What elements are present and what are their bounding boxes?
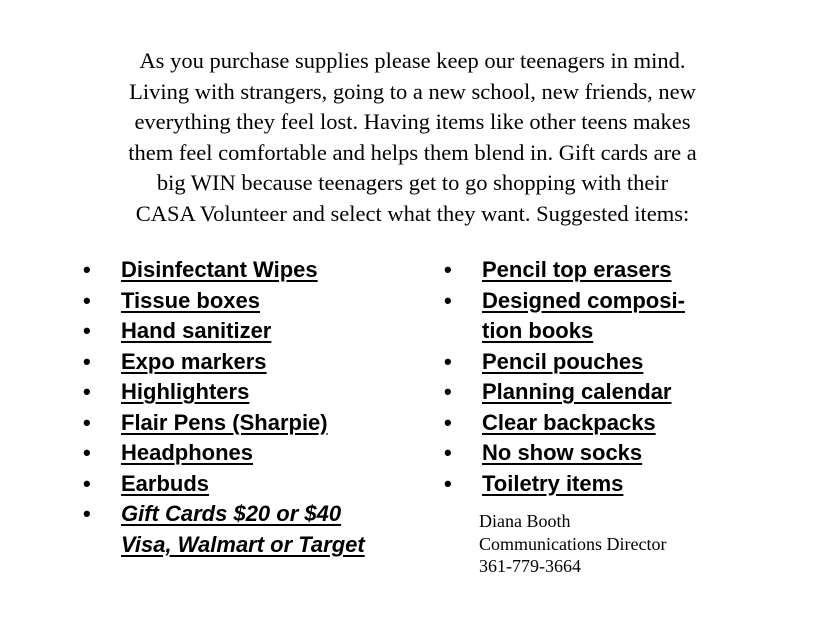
intro-line: CASA Volunteer and select what they want. Suggested items: xyxy=(135,200,690,226)
signature-title: Communications Director xyxy=(479,533,667,554)
item-label: Planning calendar xyxy=(482,379,672,404)
list-item xyxy=(83,316,413,347)
item-label: Headphones xyxy=(121,440,254,465)
item-label: Gift Cards $20 or $40 xyxy=(121,501,342,526)
list-item xyxy=(83,377,413,408)
list-item xyxy=(444,255,744,286)
item-label: Disinfectant Wipes xyxy=(121,257,318,282)
list-item xyxy=(83,286,413,317)
list-item-gift-cards xyxy=(83,499,413,560)
intro-line: them feel comfortable and helps them blend in. Gift cards are a xyxy=(128,139,697,165)
item-label: Designed composi- xyxy=(482,287,685,313)
item-label: Earbuds xyxy=(121,470,210,496)
item-label: Clear backpacks xyxy=(482,409,656,435)
list-item xyxy=(444,408,744,439)
item-label: Tissue boxes xyxy=(121,287,260,313)
intro-line: everything they feel lost. Having items like other teens makes xyxy=(134,109,691,134)
intro-paragraph xyxy=(60,46,765,229)
list-item xyxy=(83,469,413,500)
intro-line: big WIN because teenagers get to go shopping with their xyxy=(156,170,669,195)
list-item xyxy=(83,255,413,286)
list-item xyxy=(83,347,413,378)
list-item xyxy=(444,438,744,469)
item-label: Flair Pens (Sharpie) xyxy=(121,409,328,435)
list-item xyxy=(444,469,744,500)
list-item xyxy=(83,408,413,439)
list-item xyxy=(444,347,744,378)
signature-phone: 361-779-3664 xyxy=(479,556,581,576)
signature-block xyxy=(479,510,666,578)
item-label: Expo markers xyxy=(121,348,267,374)
suggested-items-left-list xyxy=(83,255,413,560)
list-item xyxy=(83,438,413,469)
item-label-continued: Visa, Walmart or Target xyxy=(121,531,365,557)
suggested-items-right-list xyxy=(444,255,744,499)
item-label: Toiletry items xyxy=(482,470,624,496)
intro-line: As you purchase supplies please keep our teenagers in mind. xyxy=(139,48,686,73)
item-label: Highlighters xyxy=(121,379,250,404)
item-label: No show socks xyxy=(482,440,643,465)
item-label: Pencil top erasers xyxy=(482,257,672,282)
signature-name: Diana Booth xyxy=(479,511,571,531)
item-label: Hand sanitizer xyxy=(121,318,272,343)
list-item-composition-books xyxy=(444,286,744,347)
intro-line: Living with strangers, going to a new school, new friends, new xyxy=(129,78,696,104)
item-label: Pencil pouches xyxy=(482,348,644,374)
list-item xyxy=(444,377,744,408)
item-label-continued: tion books xyxy=(482,318,594,343)
